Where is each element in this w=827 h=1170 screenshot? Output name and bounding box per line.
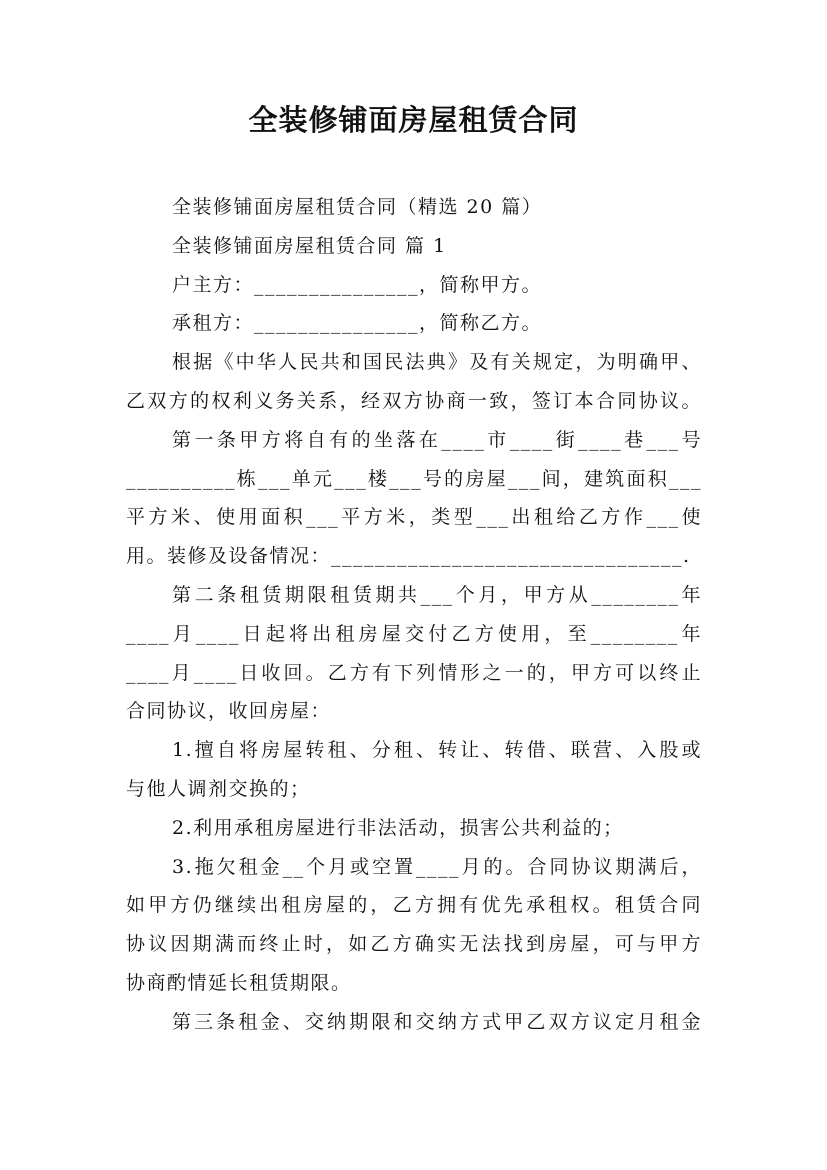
body-line: 承租方：_______________，简称乙方。 [172,312,543,335]
body-line: 平方米、使用面积___平方米，类型___出租给乙方作___使 [126,506,702,529]
body-line: 与他人调剂交换的； [126,777,311,800]
document-title: 全装修铺面房屋租赁合同 [248,103,579,137]
body-line: 协商酌情延长租赁期限。 [126,971,352,994]
body-line: 全装修铺面房屋租赁合同 篇 1 [172,234,447,257]
body-line: 第一条甲方将自有的坐落在____市____街____巷___号 [172,428,702,451]
body-line: 2.利用承租房屋进行非法活动，损害公共利益的； [172,816,624,839]
body-line: 乙双方的权利义务关系，经双方协商一致，签订本合同协议。 [126,389,702,412]
body-line: ____月____日起将出租房屋交付乙方使用，至________年 [126,622,702,645]
body-line: 1.擅自将房屋转租、分租、转让、转借、联营、入股或 [172,739,702,762]
body-line: 如甲方仍继续出租房屋的，乙方拥有优先承租权。租赁合同 [126,894,702,917]
body-line: ____月____日收回。乙方有下列情形之一的，甲方可以终止 [126,661,702,684]
body-line: 协议因期满而终止时，如乙方确实无法找到房屋，可与甲方 [126,933,702,956]
body-line: 根据《中华人民共和国民法典》及有关规定，为明确甲、 [172,351,702,374]
body-line: 全装修铺面房屋租赁合同（精选 20 篇） [172,196,543,218]
document-body [126,188,702,1042]
body-line: 户主方：_______________，简称甲方。 [172,273,543,296]
body-line: 第三条租金、交纳期限和交纳方式甲乙双方议定月租金 [172,1010,702,1033]
body-line: __________栋___单元___楼___号的房屋___间，建筑面积___ [126,467,702,490]
body-line: 3.拖欠租金__个月或空置____月的。合同协议期满后， [172,855,702,878]
body-line: 用。装修及设备情况：________________________________. [126,545,691,568]
body-line: 合同协议，收回房屋： [126,700,332,723]
body-line: 第二条租赁期限租赁期共___个月，甲方从________年 [172,583,702,606]
